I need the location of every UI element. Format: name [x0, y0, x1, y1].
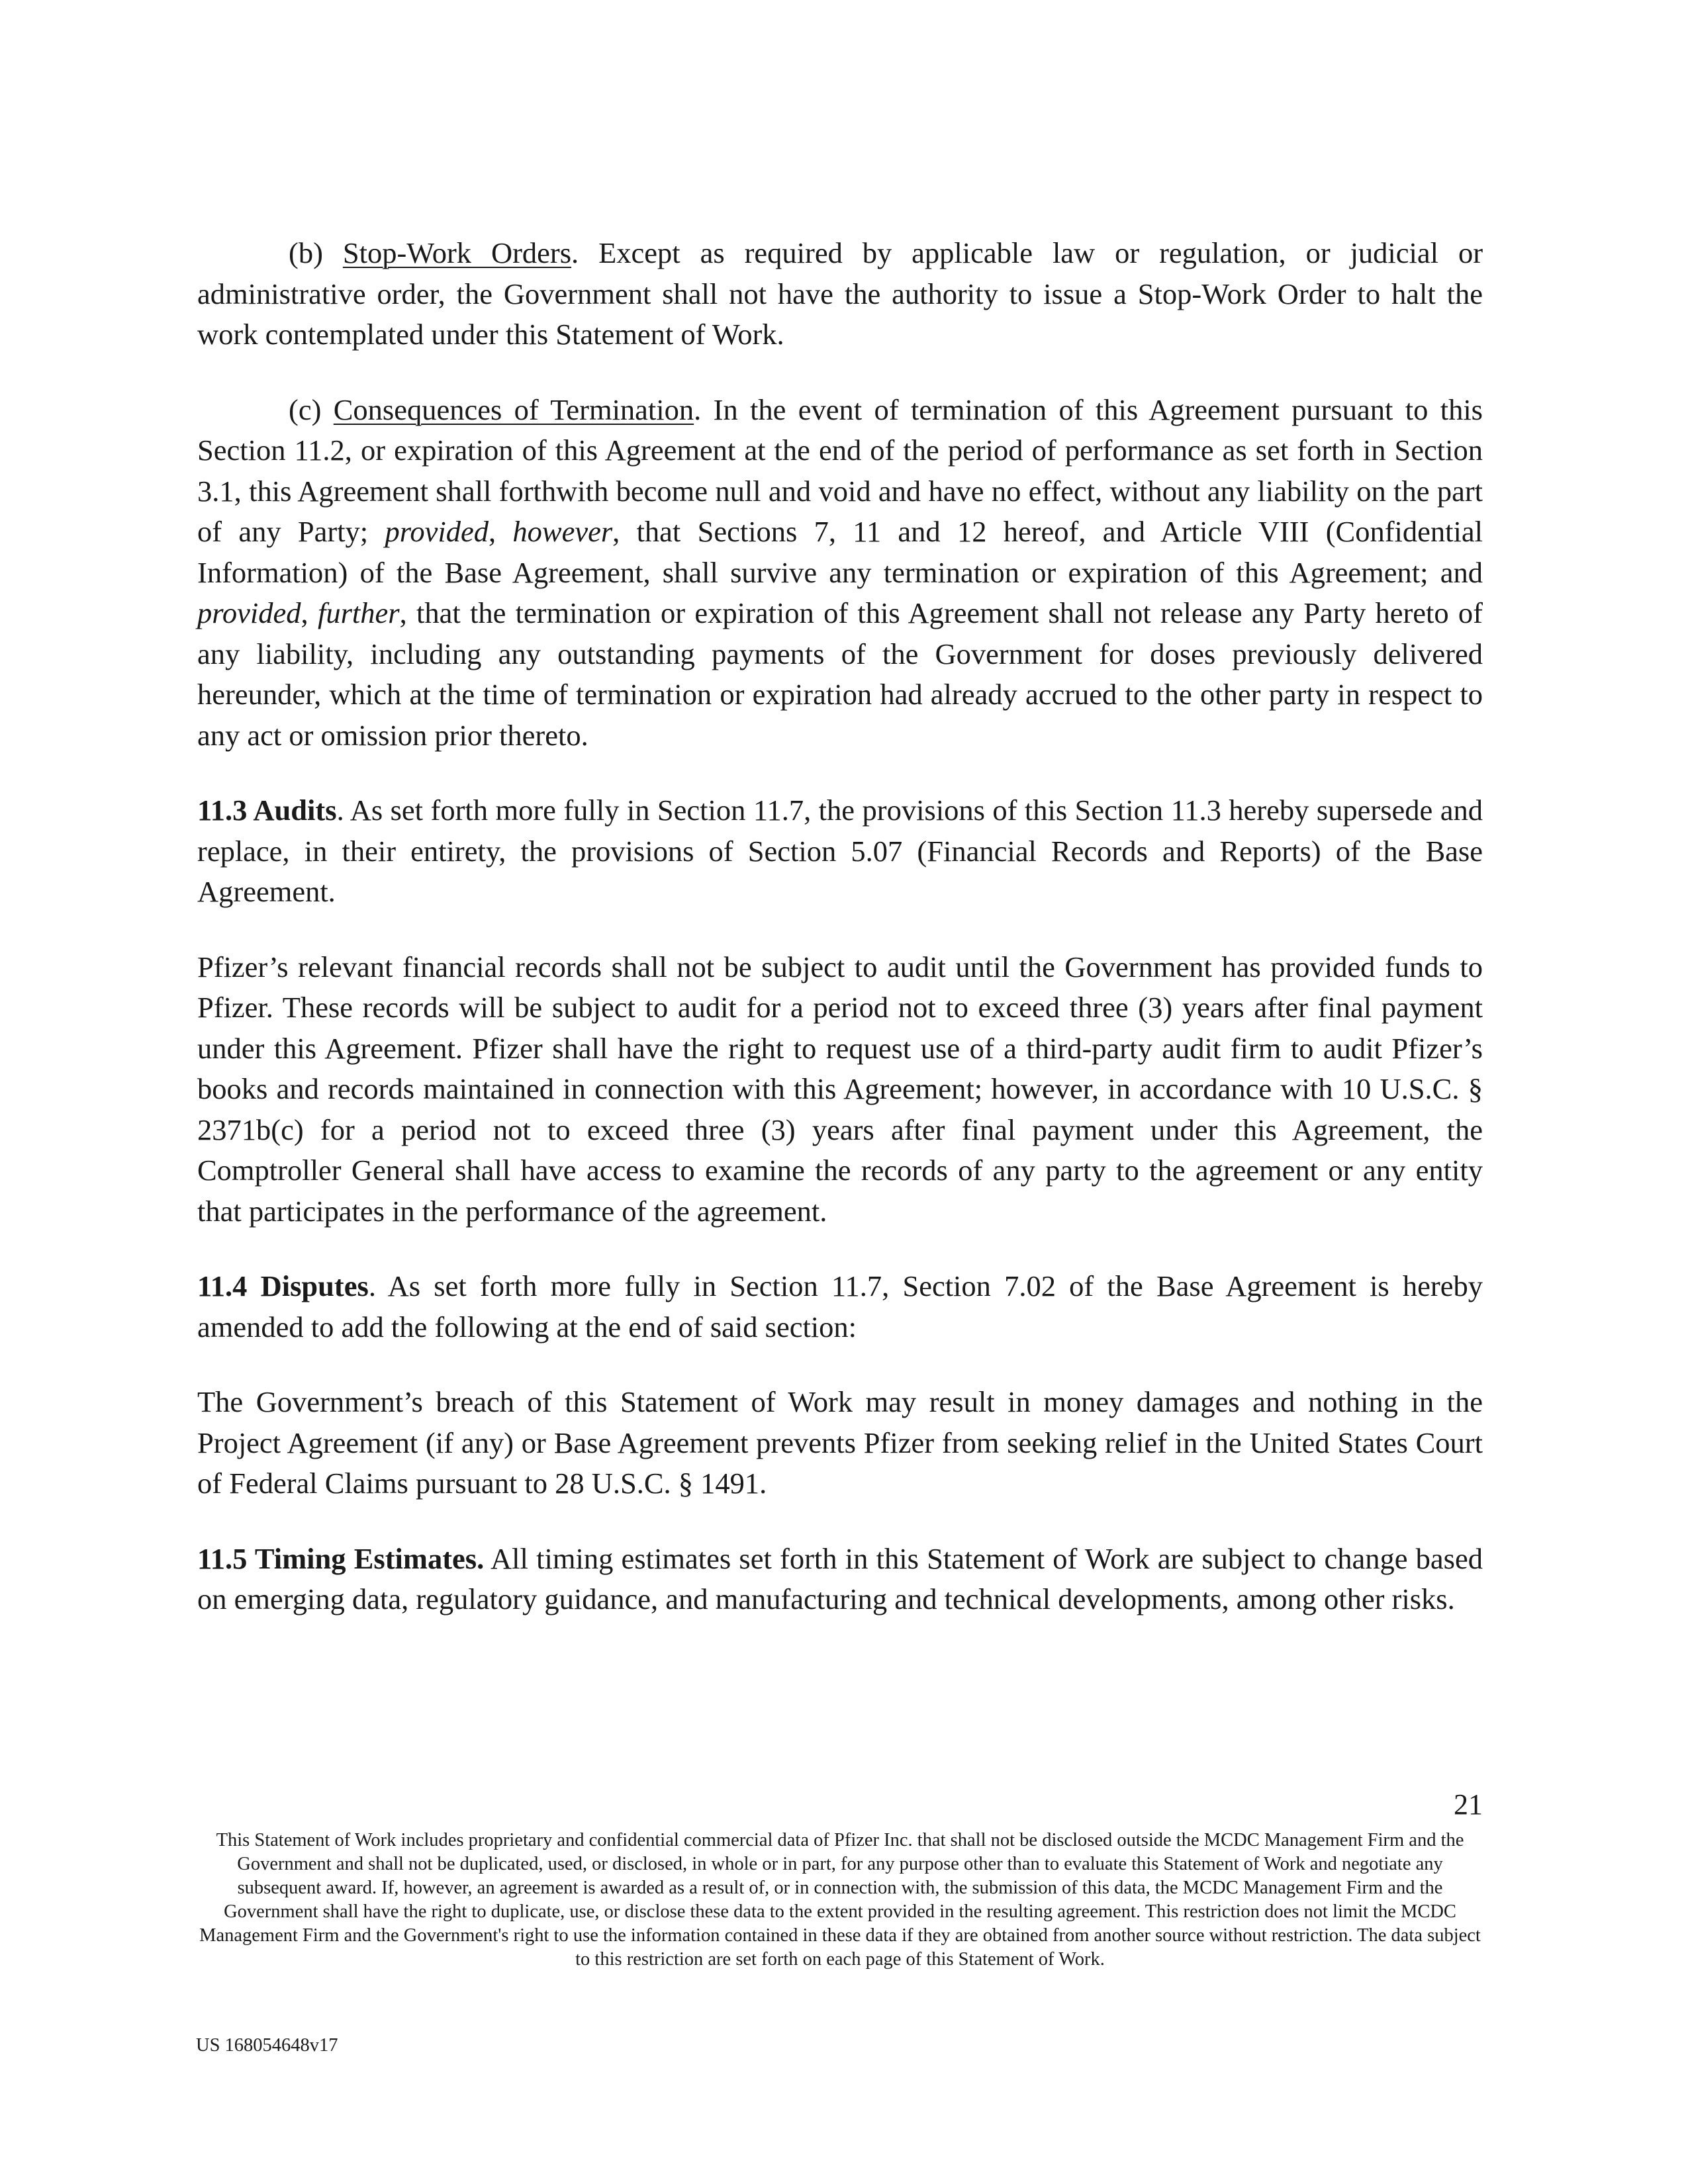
confidentiality-footer: This Statement of Work includes proprietary and confidential commercial data of Pfizer Inc. that shall not be disclosed outside the MCDC Management Firm and the Government and shall not be duplicated, used, or disclosed, in whole or in part, for any purpose other than to evaluate this Statement of Work and negotiate any subsequent award. If, however, an agreement is awarded as a result of, or in connection with, the submission of this data, the MCDC Management Firm and the Government shall have the right to duplicate, use, or disclose these data to the extent provided in the resulting agreement. This restriction does not limit the MCDC Management Firm and the Government's right to use the information contained in these data if they are obtained from another source without restriction. The data subject to this restriction are set forth on each page of this Statement of Work.	[199, 1830, 1481, 1970]
paragraph-consequences-of-termination: (c) Consequences of Termination. In the event of termination of this Agreement pursuant to this Section 11.2, or expiration of this Agreement at the end of the period of performance as set forth in Section 3.1, this Agreement shall forthwith become null and void and have no effect, without any liability on the part of any Party; provided, however, that Sections 7, 11 and 12 hereof, and Article VIII (Confidential Information) of the Base Agreement, shall survive any termination or expiration of this Agreement; and provided, further, that the termination or expiration of this Agreement shall not release any Party hereto of any liability, including any outstanding payments of the Government for doses previously delivered hereunder, which at the time of termination or expiration had already accrued to the other party in respect to any act or omission prior thereto.	[197, 392, 1483, 752]
heading-stop-work-orders: Stop-Work Orders	[342, 236, 572, 269]
body-text	[197, 233, 1483, 1655]
heading-disputes: 11.4 Disputes	[197, 1269, 369, 1302]
paragraph-disputes: 11.4 Disputes. As set forth more fully in Section 11.7, Section 7.02 of the Base Agreement is hereby amended to add the following at the end of said section:	[197, 1269, 1483, 1343]
paragraph-disputes-detail: The Government’s breach of this Statement of Work may result in money damages and nothing in the Project Agreement (if any) or Base Agreement prevents Pfizer from seeking relief in the United States Court of Federal Claims pursuant to 28 U.S.C. § 1491.	[197, 1385, 1483, 1500]
paragraph-audits-detail: Pfizer’s relevant financial records shall not be subject to audit until the Government has provided funds to Pfizer. These records will be subject to audit for a period not to exceed three (3) years after final payment under this Agreement. Pfizer shall have the right to request use of a third-party audit firm to audit Pfizer’s books and records maintained in connection with this Agreement; however, in accordance with 10 U.S.C. § 2371b(c) for a period not to exceed three (3) years after final payment under this Agreement, the Comptroller General shall have access to examine the records of any party to the agreement or any entity that participates in the performance of the agreement.	[197, 950, 1483, 1228]
page-number: 21	[1454, 1788, 1483, 1821]
paragraph-timing-estimates: 11.5 Timing Estimates. All timing estimates set forth in this Statement of Work are subject to change based on emerging data, regulatory guidance, and manufacturing and technical developments, among other risks.	[197, 1541, 1483, 1615]
heading-consequences-of-termination: Consequences of Termination	[333, 392, 694, 426]
heading-audits: 11.3 Audits	[197, 794, 337, 827]
paragraph-audits: 11.3 Audits. As set forth more fully in Section 11.7, the provisions of this Section 11.3 hereby supersede and replace, in their entirety, the provisions of Section 5.07 (Financial Records and Reports) of the Base Agreement.	[197, 794, 1483, 908]
document-id: US 168054648v17	[196, 2035, 338, 2056]
heading-timing-estimates: 11.5 Timing Estimates.	[197, 1541, 485, 1575]
paragraph-stop-work-orders: (b) Stop-Work Orders. Except as required by applicable law or regulation, or judicial or administrative order, the Government shall not have the authority to issue a Stop-Work Order to halt the work contemplated under this Statement of Work.	[197, 236, 1483, 351]
